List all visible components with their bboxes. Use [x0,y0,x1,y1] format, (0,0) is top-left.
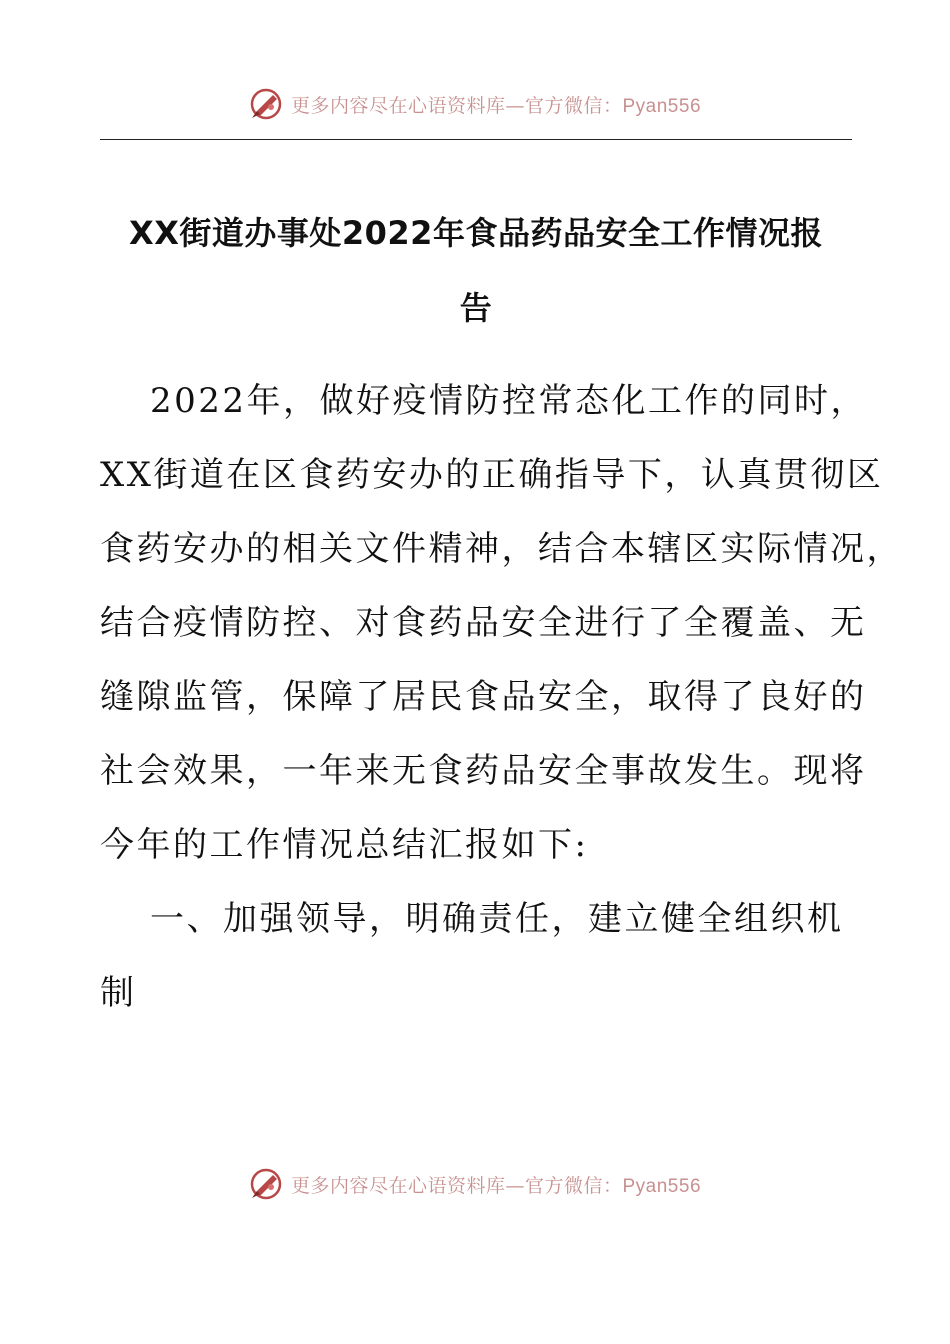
paragraph-line: 缝隙监管，保障了居民食品安全，取得了良好的 [100,677,867,717]
header-banner-text [291,91,701,118]
title-line: XX街道办事处2022年食品药品安全工作情况报 [129,214,823,252]
paragraph-line: XX街道在区食药安办的正确指导下，认真贯彻区 [100,455,884,495]
pen-logo-icon [249,1167,283,1201]
pen-logo-icon [249,87,283,121]
section-heading-line: 制 [100,973,137,1013]
paragraph-line: 社会效果，一年来无食药品安全事故发生。现将 [100,751,867,791]
paragraph-line: 今年的工作情况总结汇报如下: [100,825,589,865]
footer-banner [0,1164,950,1204]
section-heading-line: 一、加强领导，明确责任，建立健全组织机 [150,899,844,939]
paragraph-line: 结合疫情防控、对食药品安全进行了全覆盖、无 [100,603,867,643]
header-banner-label: 更多内容尽在心语资料库—官方微信： [290,94,623,117]
document-title [100,196,852,346]
footer-banner-text [291,1171,701,1198]
document-body [100,364,903,1030]
header-banner [0,84,950,124]
paragraph-line: 食药安办的相关文件精神，结合本辖区实际情况， [100,529,903,569]
footer-banner-label: 更多内容尽在心语资料库—官方微信： [290,1174,623,1197]
paragraph-line: 2022年，做好疫情防控常态化工作的同时， [150,381,868,421]
header-banner-wechat-id: Pyan556 [622,95,702,117]
title-line: 告 [459,289,493,327]
footer-banner-wechat-id: Pyan556 [622,1175,702,1197]
header-divider [100,139,852,140]
